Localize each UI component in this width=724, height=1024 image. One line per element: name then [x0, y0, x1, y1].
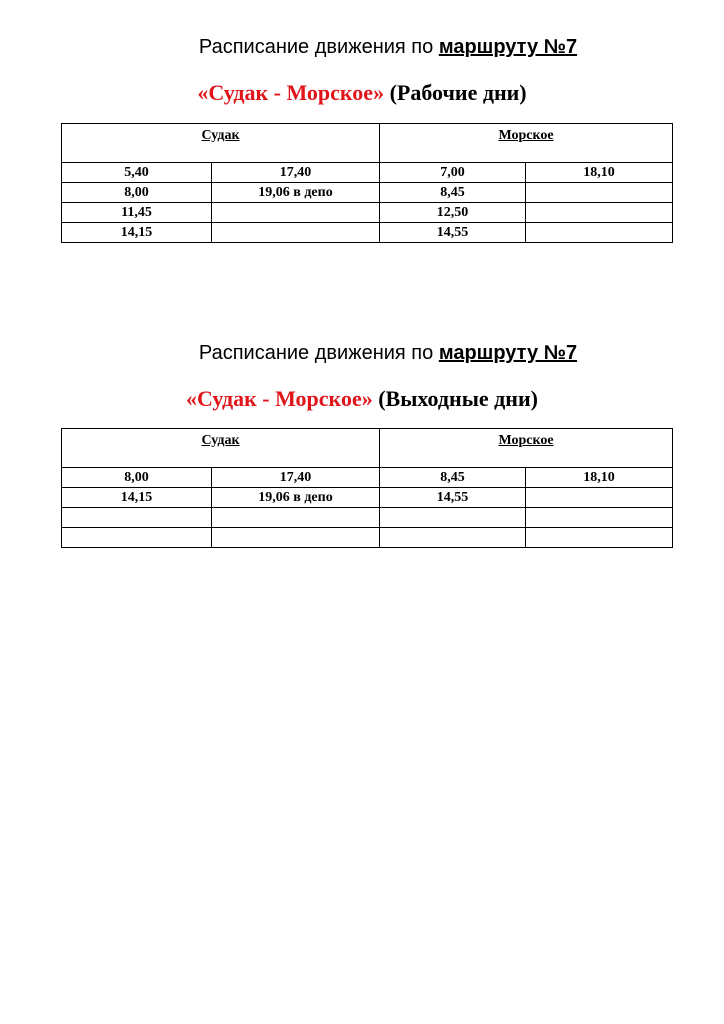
title-prefix: Расписание движения по	[198, 342, 439, 364]
route-number: маршруту №7	[438, 342, 578, 364]
table-row	[62, 183, 673, 203]
route-name: «Судак - Морское»	[186, 386, 373, 411]
table-cell: 5,40	[62, 163, 212, 183]
table-cell: 14,55	[380, 223, 526, 243]
table-cell: 8,00	[62, 183, 212, 203]
table-row	[62, 488, 673, 508]
table-cell	[380, 528, 526, 548]
table-cell: 8,45	[380, 468, 526, 488]
table-header-row	[62, 429, 673, 468]
route-heading-weekdays	[0, 80, 724, 106]
schedule-title-weekends	[0, 342, 724, 365]
table-cell: 7,00	[380, 163, 526, 183]
table-cell: 17,40	[212, 468, 380, 488]
day-type: (Выходные дни)	[372, 386, 538, 411]
table-row	[62, 223, 673, 243]
table-cell	[526, 223, 673, 243]
table-cell	[212, 203, 380, 223]
table-row	[62, 508, 673, 528]
table-row	[62, 528, 673, 548]
schedule-table-weekdays	[61, 123, 673, 243]
table-cell: 17,40	[212, 163, 380, 183]
table-cell: 8,45	[380, 183, 526, 203]
table-header-row	[62, 124, 673, 163]
table-cell	[526, 203, 673, 223]
table-cell: 14,15	[62, 488, 212, 508]
schedule-table-weekends	[61, 428, 673, 548]
table-cell: 11,45	[62, 203, 212, 223]
table-cell	[212, 223, 380, 243]
route-name: «Судак - Морское»	[197, 80, 385, 105]
table-cell	[526, 183, 673, 203]
table-cell: 12,50	[380, 203, 526, 223]
table-cell	[526, 508, 673, 528]
schedule-title-weekdays	[0, 36, 724, 59]
table-cell	[62, 528, 212, 548]
column-header-morskoe: Морское	[380, 429, 673, 468]
table-cell	[380, 508, 526, 528]
table-cell	[212, 508, 380, 528]
table-row	[62, 468, 673, 488]
title-prefix: Расписание движения по	[198, 36, 439, 58]
column-header-sudak: Судак	[62, 124, 380, 163]
day-type: (Рабочие дни)	[384, 80, 527, 105]
column-header-morskoe: Морское	[380, 124, 673, 163]
table-cell: 19,06 в депо	[212, 488, 380, 508]
column-header-sudak: Судак	[62, 429, 380, 468]
table-cell	[526, 488, 673, 508]
table-cell: 14,15	[62, 223, 212, 243]
table-cell: 19,06 в депо	[212, 183, 380, 203]
route-heading-weekends	[0, 386, 724, 412]
table-cell: 14,55	[380, 488, 526, 508]
table-cell: 18,10	[526, 468, 673, 488]
table-row	[62, 203, 673, 223]
table-row	[62, 163, 673, 183]
table-cell: 8,00	[62, 468, 212, 488]
table-cell	[62, 508, 212, 528]
table-cell: 18,10	[526, 163, 673, 183]
table-cell	[212, 528, 380, 548]
table-cell	[526, 528, 673, 548]
route-number: маршруту №7	[438, 36, 578, 58]
